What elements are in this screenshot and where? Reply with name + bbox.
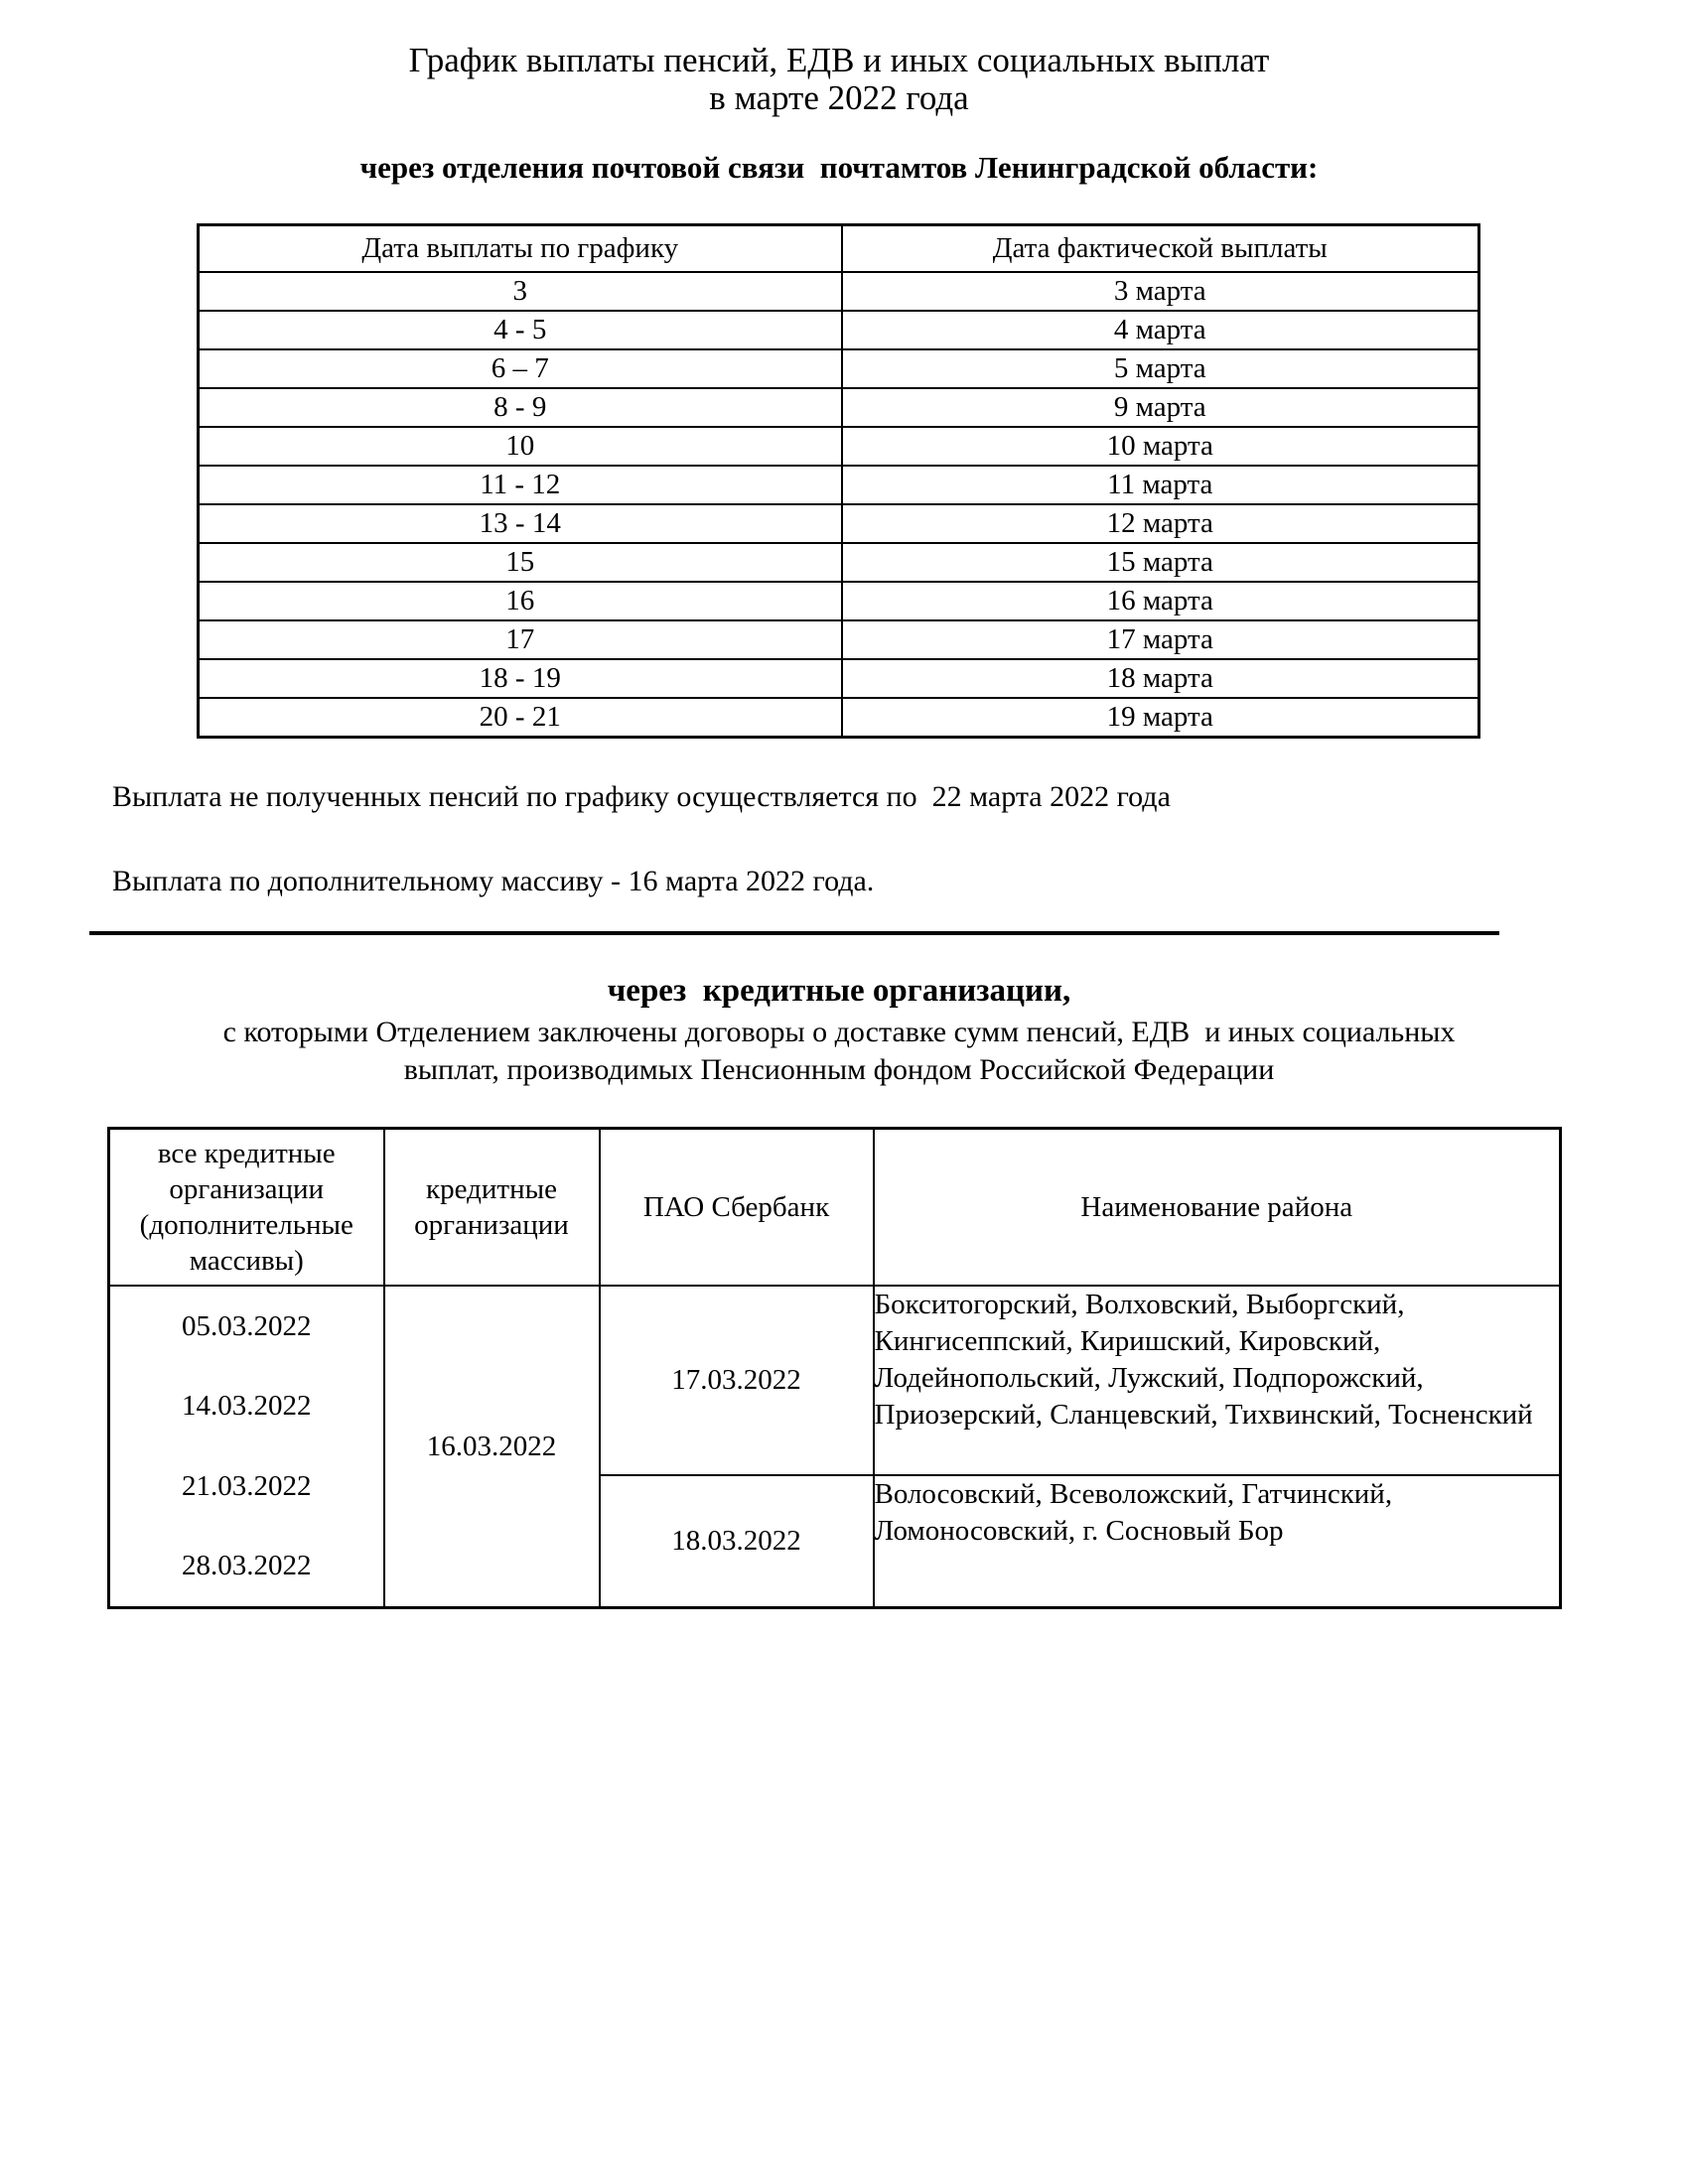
schedule-date-cell: 15 [199,543,842,582]
actual-date-cell: 10 марта [842,427,1479,466]
district-names-cell: Бокситогорский, Волховский, Выборгский, Кингисеппский, Киришский, Кировский, Лодейнопольский, Лужский, Подпорожский, Приозерский, Сланцевский, Тихвинский, Тосненский [874,1286,1561,1475]
document-title-line3: через отделения почтовой связи почтамтов Ленинградской области: [359,150,1319,185]
note-additional-payment: Выплата по дополнительному массиву - 16 марта 2022 года. [112,865,875,897]
actual-date-cell: 19 марта [842,698,1479,738]
actual-date-cell: 5 марта [842,349,1479,388]
actual-date-cell: 17 марта [842,620,1479,659]
column-header-district: Наименование района [874,1129,1561,1287]
payment-date: 21.03.2022 [182,1469,312,1502]
column-header-credit-orgs: кредитные организации [384,1129,600,1287]
table-row [199,620,1479,659]
schedule-date-cell: 10 [199,427,842,466]
actual-date-cell: 15 марта [842,543,1479,582]
schedule-date-cell: 11 - 12 [199,466,842,504]
note-unreceived-pensions: Выплата не полученных пенсий по графику осуществляется по 22 марта 2022 года [112,780,1171,813]
schedule-date-cell: 16 [199,582,842,620]
table-row [199,582,1479,620]
table-row [199,504,1479,543]
actual-date-cell: 18 марта [842,659,1479,698]
schedule-date-cell: 18 - 19 [199,659,842,698]
table-row [199,272,1479,311]
table-row [199,349,1479,388]
table-row [199,543,1479,582]
table-row [199,466,1479,504]
schedule-date-cell: 13 - 14 [199,504,842,543]
schedule-date-cell: 17 [199,620,842,659]
dates-stack [110,1287,383,1606]
table-row [199,427,1479,466]
credit-section-heading: через кредитные организации, [607,973,1071,1009]
column-header-actual-date: Дата фактической выплаты [842,225,1479,273]
actual-date-cell: 16 марта [842,582,1479,620]
schedule-date-cell: 20 - 21 [199,698,842,738]
document-title-line2: в марте 2022 года [709,78,969,117]
all-credit-orgs-dates-cell [109,1286,384,1608]
column-header-all-credit-orgs: все кредитные организации (дополнительные массивы) [109,1129,384,1287]
schedule-date-cell: 4 - 5 [199,311,842,349]
actual-date-cell: 4 марта [842,311,1479,349]
column-header-sberbank: ПАО Сбербанк [600,1129,874,1287]
actual-date-cell: 3 марта [842,272,1479,311]
postal-payment-schedule-table [197,223,1480,739]
actual-date-cell: 9 марта [842,388,1479,427]
section-divider-line [89,931,1499,935]
schedule-date-cell: 6 – 7 [199,349,842,388]
payment-date: 14.03.2022 [182,1390,312,1423]
district-names-cell: Волосовский, Всеволожский, Гатчинский, Ломоносовский, г. Сосновый Бор [874,1475,1561,1608]
payment-date: 05.03.2022 [182,1309,312,1342]
table-row [199,311,1479,349]
schedule-date-cell: 3 [199,272,842,311]
table-header-row [199,225,1479,273]
actual-date-cell: 12 марта [842,504,1479,543]
document-title-line1: График выплаты пенсий, ЕДВ и иных социальных выплат [408,41,1270,79]
payment-date: 28.03.2022 [182,1550,312,1582]
credit-orgs-date-cell: 16.03.2022 [384,1286,600,1608]
table-header-row [109,1129,1561,1287]
credit-organizations-table [107,1127,1562,1609]
sberbank-date-cell: 17.03.2022 [600,1286,874,1475]
credit-section-subtitle-line2: выплат, производимых Пенсионным фондом Российской Федерации [403,1053,1275,1086]
column-header-schedule-date: Дата выплаты по графику [199,225,842,273]
table-row [109,1286,1561,1475]
sberbank-date-cell: 18.03.2022 [600,1475,874,1608]
schedule-date-cell: 8 - 9 [199,388,842,427]
credit-section-subtitle-line1: с которыми Отделением заключены договоры о доставке сумм пенсий, ЕДВ и иных социальных [222,1016,1456,1048]
actual-date-cell: 11 марта [842,466,1479,504]
table-row [199,659,1479,698]
table-row [199,698,1479,738]
table-row [199,388,1479,427]
